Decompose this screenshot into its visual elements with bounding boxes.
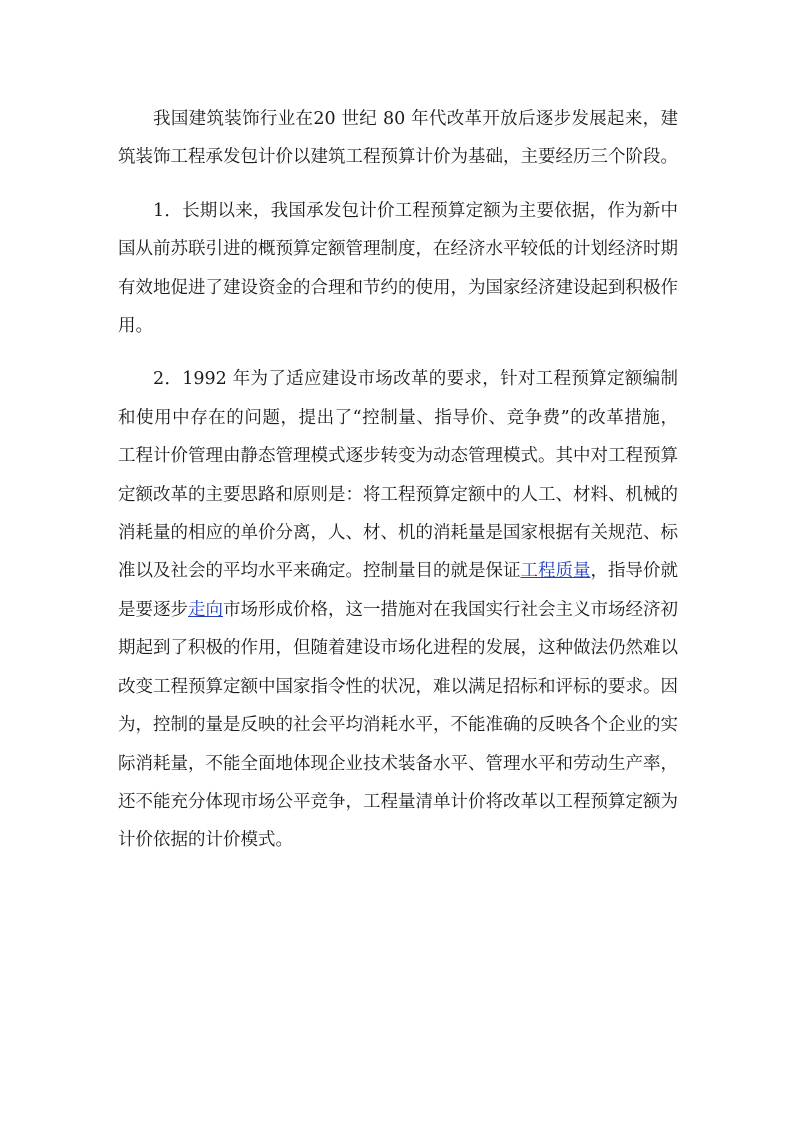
document-body	[118, 100, 678, 860]
paragraph-intro	[118, 100, 678, 177]
paragraph-intro-text: 我国建筑装饰行业在20 世纪 80 年代改革开放后逐步发展起来，建筑装饰工程承发包计价以建筑工程预算计价为基础，主要经历三个阶段。	[118, 109, 678, 168]
link-toward[interactable]: 走向	[188, 599, 223, 620]
paragraph-stage-2-text-b: ，指导价就是要逐步	[118, 561, 678, 620]
paragraph-stage-1	[118, 192, 678, 346]
link-engineering-quality[interactable]: 工程质量	[520, 561, 591, 582]
paragraph-stage-2	[118, 360, 678, 859]
paragraph-stage-1-text: 1．长期以来，我国承发包计价工程预算定额为主要依据，作为新中国从前苏联引进的概预算定额管理制度，在经济水平较低的计划经济时期有效地促进了建设资金的合理和节约的使用，为国家经济建设起到积极作用。	[118, 200, 678, 337]
paragraph-stage-2-text-a: 2．1992 年为了适应建设市场改革的要求，针对工程预算定额编制和使用中存在的问题，提出了“控制量、指导价、竞争费”的改革措施，工程计价管理由静态管理模式逐步转变为动态管理模式。其中对工程预算定额改革的主要思路和原则是：将工程预算定额中的人工、材料、机械的消耗量的相应的单价分离，人、材、机的消耗量是国家根据有关规范、标准以及社会的平均水平来确定。控制量目的就是保证	[118, 369, 678, 582]
paragraph-stage-2-text-c: 市场形成价格，这一措施对在我国实行社会主义市场经济初期起到了积极的作用，但随着建设市场化进程的发展，这种做法仍然难以改变工程预算定额中国家指令性的状况，难以满足招标和评标的要求。因为，控制的量是反映的社会平均消耗水平，不能准确的反映各个企业的实际消耗量，不能全面地体现企业技术装备水平、管理水平和劳动生产率，还不能充分体现市场公平竞争，工程量清单计价将改革以工程预算定额为计价依据的计价模式。	[118, 599, 678, 851]
